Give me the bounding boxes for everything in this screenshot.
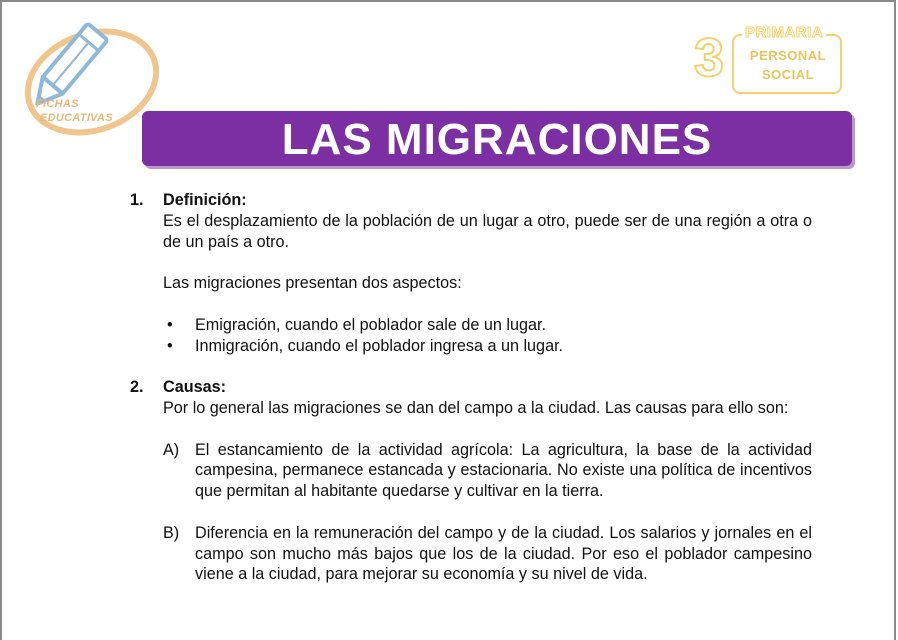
bullet-icon: • (167, 315, 173, 334)
list-item-text: El estancamiento de la actividad agrícola: La agricultura, la base de la actividad campesina, permanece estancada y estacionaria. No existe una política de incentivos que permitan al habitante quedarse y cultivar en la tierra. (195, 440, 812, 501)
badge-subject-line2: SOCIAL (761, 67, 815, 82)
paragraph: Por lo general las migraciones se dan del campo a la ciudad. Las causas para ello son: (163, 398, 789, 417)
title-banner (142, 111, 852, 166)
section-causas (130, 377, 812, 585)
section-number: 2. (130, 378, 144, 397)
page-title: LAS MIGRACIONES (281, 115, 713, 164)
list-item (163, 315, 812, 336)
list-item (163, 523, 812, 585)
list-item-text: Inmigración, cuando el poblador ingresa a un lugar. (195, 336, 564, 355)
list-item (163, 440, 812, 502)
badge-subject-line1: PERSONAL (749, 48, 827, 63)
list-item-label: B) (163, 523, 180, 542)
grade-badge (692, 22, 852, 100)
section-number: 1. (130, 191, 144, 209)
grade-number: 3 (694, 28, 725, 88)
document-body (130, 190, 812, 585)
section-heading: Causas: (163, 378, 226, 397)
list-item-text: Diferencia en la remuneración del campo y de la ciudad. Los salarios y jornales en el campo son mucho más bajos que los de la ciudad. Por eso el poblador campesino viene a la ciudad, para mejorar su economía y su nivel de vida. (195, 523, 812, 584)
list-item-label: A) (163, 440, 180, 459)
badge-frame (732, 34, 842, 94)
section-definicion (130, 190, 812, 356)
bullet-icon: • (167, 336, 173, 355)
logo-line2: EDUCATIVAS (40, 112, 113, 124)
logo-line1: FICHAS (36, 98, 79, 110)
badge-level: PRIMARIA (742, 24, 826, 41)
list-item-text: Emigración, cuando el poblador sale de un lugar. (195, 315, 546, 334)
paragraph: Es el desplazamiento de la población de un lugar a otro, puede ser de una región a otra o de un país a otro. (163, 211, 812, 251)
paragraph: Las migraciones presentan dos aspectos: (163, 274, 462, 293)
section-heading: Definición: (163, 191, 247, 209)
list-item (163, 336, 812, 357)
